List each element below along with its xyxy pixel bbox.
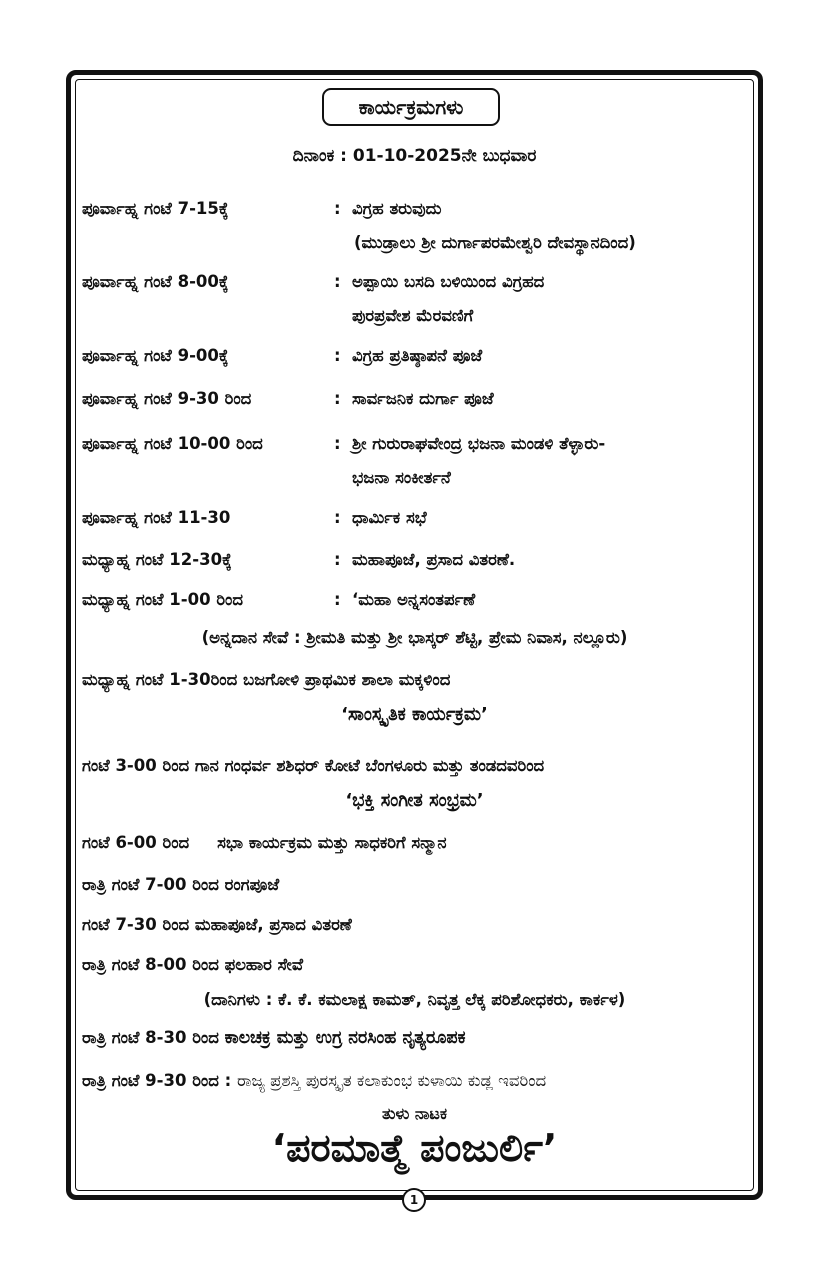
schedule-row [82, 550, 515, 570]
schedule-time: ಪೂರ್ವಾಹ್ನ ಗಂಟೆ 11-30 [82, 508, 231, 527]
schedule-row [82, 272, 544, 292]
schedule-colon: : [334, 199, 341, 218]
schedule-row [82, 590, 475, 610]
schedule-time: ಪೂರ್ವಾಹ್ನ ಗಂಟೆ 9-30 ರಿಂದ [82, 389, 252, 408]
cultural-title: ‘ಸಾಂಸ್ಕೃತಿಕ ಕಾರ್ಯಕ್ರಮ’ [341, 704, 488, 725]
schedule-event: ಮಹಾಪೂಜೆ, ಪ್ರಸಾದ ವಿತರಣೆ. [352, 550, 516, 569]
page-title: ಕಾರ್ಯಕ್ರಮಗಳು [358, 95, 464, 119]
mahapooja-line: ಗಂಟೆ 7-30 ರಿಂದ ಮಹಾಪೂಜೆ, ಪ್ರಸಾದ ವಿತರಣೆ [82, 915, 352, 934]
schedule-event-cont: ಪುರಪ್ರವೇಶ ಮೆರವಣಿಗೆ [352, 306, 474, 325]
donors-line: (ದಾನಿಗಳು : ಕೆ. ಕೆ. ಕಮಲಾಕ್ಷ ಕಾಮತ್, ನಿವೃತ್ತ ಲೆಕ್ಕ ಪರಿಶೋಧಕರು, ಕಾರ್ಕಳ) [203, 990, 626, 1009]
date-line: ದಿನಾಂಕ : 01-10-2025ನೇ ಬುಧವಾರ [292, 146, 537, 166]
schedule-time: ಮಧ್ಯಾಹ್ನ ಗಂಟೆ 1-00 ರಿಂದ [82, 590, 244, 609]
schedule-event: ಸಾರ್ವಜನಿಕ ದುರ್ಗಾ ಪೂಜೆ [352, 389, 494, 408]
schedule-event: ಅಪ್ಪಾಯಿ ಬಸದಿ ಬಳಿಯಿಂದ ವಿಗ್ರಹದ [352, 272, 545, 291]
drama-line [82, 1071, 546, 1091]
schedule-event: ‘ಮಹಾ ಅನ್ನಸಂತರ್ಪಣೆ [352, 590, 476, 609]
schedule-event: ಧಾರ್ಮಿಕ ಸಭೆ [352, 508, 427, 527]
phalahara-line: ರಾತ್ರಿ ಗಂಟೆ 8-00 ರಿಂದ ಫಲಹಾರ ಸೇವೆ [82, 955, 304, 974]
kalachakra-event: ಕಾಲಚಕ್ರ ಮತ್ತು ಉಗ್ರ ನರಸಿಂಹ ನೃತ್ಯರೂಪಕ [224, 1028, 466, 1048]
cultural-line: ಮಧ್ಯಾಹ್ನ ಗಂಟೆ 1-30ರಿಂದ ಬಜಗೋಳಿ ಪ್ರಾಥಮಿಕ ಶಾಲಾ ಮಕ್ಕಳಿಂದ [82, 670, 451, 689]
title-box [322, 88, 500, 126]
sabha-event: ಸಭಾ ಕಾರ್ಯಕ್ರಮ ಮತ್ತು ಸಾಧಕರಿಗೆ ಸನ್ಮಾನ [217, 833, 447, 852]
schedule-row [82, 199, 442, 219]
schedule-time: ಪೂರ್ವಾಹ್ನ ಗಂಟೆ 10-00 ರಿಂದ [82, 434, 263, 453]
schedule-event: ವಿಗ್ರಹ ಪ್ರತಿಷ್ಠಾಪನೆ ಪೂಜೆ [352, 346, 483, 365]
schedule-event-cont: ಭಜನಾ ಸಂಕೀರ್ತನೆ [352, 468, 451, 487]
schedule-time: ಪೂರ್ವಾಹ್ನ ಗಂಟೆ 7-15ಕ್ಕೆ [82, 199, 229, 218]
schedule-colon: : [334, 434, 341, 453]
sabha-time: ಗಂಟೆ 6-00 ರಿಂದ [82, 833, 190, 852]
ranga-line: ರಾತ್ರಿ ಗಂಟೆ 7-00 ರಿಂದ ರಂಗಪೂಜೆ [82, 875, 280, 894]
closing-title: ‘ಪರಮಾತ್ಮೆ ಪಂಜುರ್ಲಿ’ [271, 1126, 558, 1170]
schedule-colon: : [334, 508, 341, 527]
schedule-colon: : [334, 346, 341, 365]
kalachakra-time: ರಾತ್ರಿ ಗಂಟೆ 8-30 ರಿಂದ [82, 1028, 219, 1047]
drama-event: ರಾಜ್ಯ ಪ್ರಶಸ್ತಿ ಪುರಸ್ಕೃತ ಕಲಾಕುಂಭ ಕುಳಾಯಿ ಕುಡ್ಲ ಇವರಿಂದ [237, 1071, 547, 1090]
schedule-colon: : [334, 389, 341, 408]
schedule-row [82, 434, 605, 454]
schedule-colon: : [334, 272, 341, 291]
schedule-colon: : [334, 550, 341, 569]
schedule-time: ಪೂರ್ವಾಹ್ನ ಗಂಟೆ 8-00ಕ್ಕೆ [82, 272, 229, 291]
drama-cont: ತುಳು ನಾಟಕ [381, 1104, 448, 1123]
page-number: 1 [402, 1188, 426, 1212]
annadana-note: (ಅನ್ನದಾನ ಸೇವೆ : ಶ್ರೀಮತಿ ಮತ್ತು ಶ್ರೀ ಭಾಸ್ಕರ್ ಶೆಟ್ಟಿ, ಪ್ರೇಮ ನಿವಾಸ, ನಲ್ಲೂರು) [201, 628, 628, 647]
drama-time: ರಾತ್ರಿ ಗಂಟೆ 9-30 ರಿಂದ : [82, 1071, 232, 1090]
sabha-line [82, 833, 447, 853]
schedule-time: ಮಧ್ಯಾಹ್ನ ಗಂಟೆ 12-30ಕ್ಕೆ [82, 550, 232, 569]
schedule-row [82, 346, 482, 366]
music-line: ಗಂಟೆ 3-00 ರಿಂದ ಗಾನ ಗಂಧರ್ವ ಶಶಿಧರ್ ಕೋಟೆ ಬೆಂಗಳೂರು ಮತ್ತು ತಂಡದವರಿಂದ [82, 756, 545, 775]
schedule-colon: : [334, 590, 341, 609]
music-title: ‘ಭಕ್ತಿ ಸಂಗೀತ ಸಂಭ್ರಮ’ [345, 790, 484, 811]
schedule-time: ಪೂರ್ವಾಹ್ನ ಗಂಟೆ 9-00ಕ್ಕೆ [82, 346, 229, 365]
schedule-event-cont: (ಮುಡ್ರಾಲು ಶ್ರೀ ದುರ್ಗಾಪರಮೇಶ್ವರಿ ದೇವಸ್ಥಾನದಿಂದ) [354, 233, 636, 252]
schedule-event: ವಿಗ್ರಹ ತರುವುದು [352, 199, 442, 218]
schedule-row [82, 508, 427, 528]
kalachakra-line [82, 1028, 466, 1048]
schedule-event: ಶ್ರೀ ಗುರುರಾಘವೇಂದ್ರ ಭಜನಾ ಮಂಡಳಿ ತೆಳ್ಳಾರು- [352, 434, 606, 453]
schedule-row [82, 389, 494, 409]
